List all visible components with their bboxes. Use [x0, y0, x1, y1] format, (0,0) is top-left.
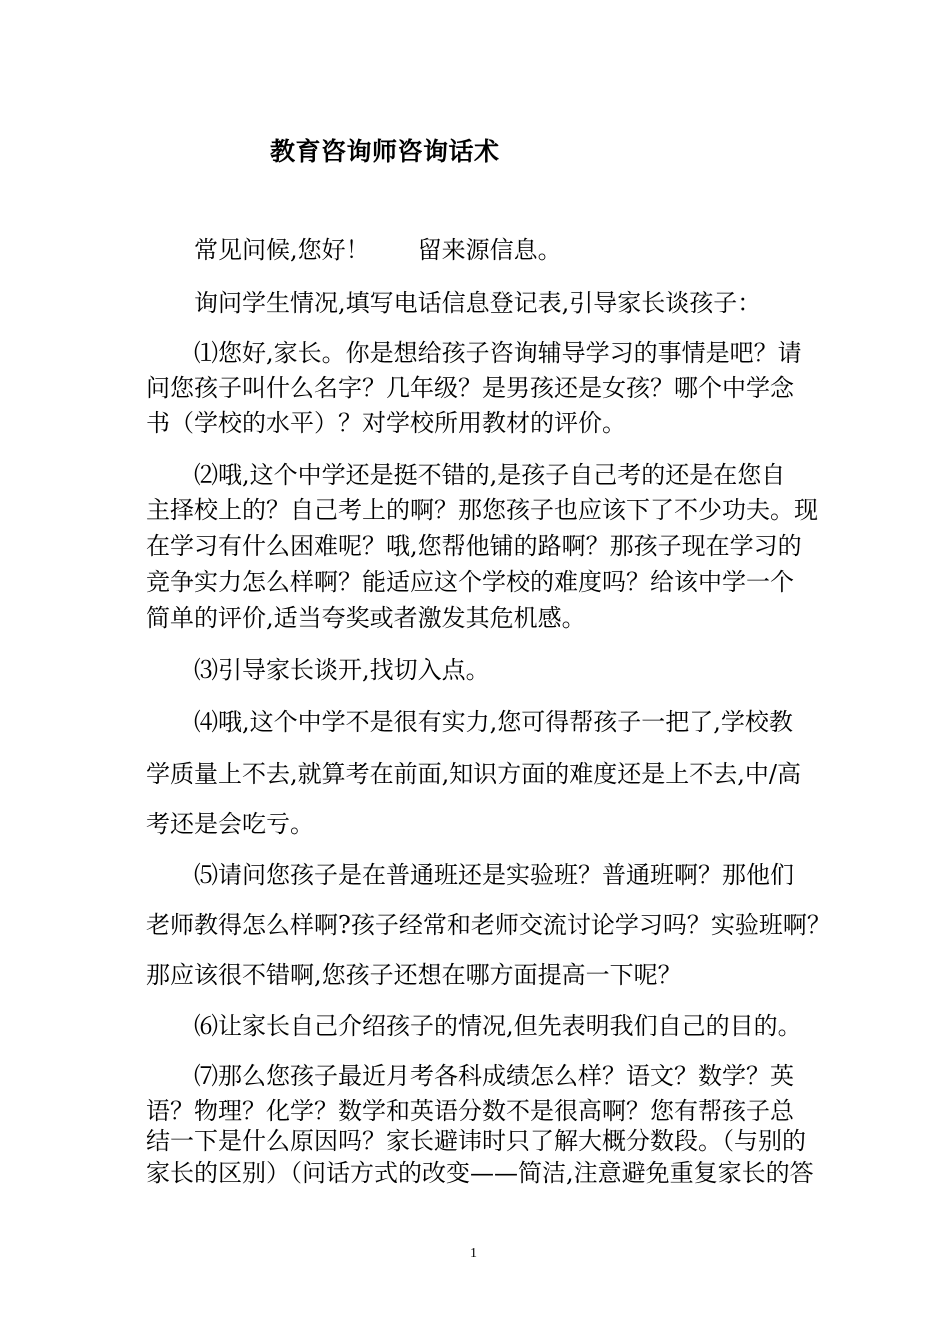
paragraph-2-line: ⑵哦,这个中学还是挺不错的,是孩子自己考的还是在您自	[194, 461, 786, 489]
paragraph-5-line: 那应该很不错啊,您孩子还想在哪方面提高一下呢？	[146, 961, 682, 989]
paragraph-5-line: 老师教得怎么样啊?孩子经常和老师交流讨论学习吗？实验班啊？	[146, 911, 831, 939]
intro-line: 询问学生情况,填写电话信息登记表,引导家长谈孩子：	[194, 289, 762, 317]
paragraph-1-line: ⑴您好,家长。你是想给孩子咨询辅导学习的事情是吧？请	[194, 339, 802, 367]
source-info-text: 留来源信息。	[417, 236, 562, 264]
paragraph-4-line: ⑷哦,这个中学不是很有实力,您可得帮孩子一把了,学校教	[194, 708, 793, 736]
page-number: 1	[470, 1246, 477, 1261]
paragraph-4-line: 学质量上不去,就算考在前面,知识方面的难度还是上不去,中/高	[146, 760, 801, 788]
paragraph-2-line: 简单的评价,适当夸奖或者激发其危机感。	[146, 604, 586, 632]
paragraph-4-line: 考还是会吃亏。	[146, 810, 314, 838]
paragraph-7-line: 结一下是什么原因吗？家长避讳时只了解大概分数段。（与别的	[146, 1127, 806, 1155]
greeting-text: 常见问候,您好！	[194, 236, 370, 264]
greeting-line	[194, 235, 562, 265]
paragraph-1-line: 书（学校的水平）？对学校所用教材的评价。	[146, 409, 626, 437]
paragraph-2-line: 主择校上的？自己考上的啊？那您孩子也应该下了不少功夫。现	[146, 496, 818, 524]
paragraph-7-line: 家长的区别）（问话方式的改变——简洁,注意避免重复家长的答	[146, 1159, 814, 1187]
document-title: 教育咨询师咨询话术	[270, 137, 500, 166]
paragraph-7-line: 语？物理？化学？数学和英语分数不是很高啊？您有帮孩子总	[146, 1097, 794, 1125]
paragraph-5-line: ⑸请问您孩子是在普通班还是实验班？普通班啊？那他们	[194, 861, 794, 889]
paragraph-3-line: ⑶引导家长谈开,找切入点。	[194, 656, 490, 684]
paragraph-2-line: 竞争实力怎么样啊？能适应这个学校的难度吗？给该中学一个	[146, 568, 794, 596]
paragraph-2-line: 在学习有什么困难呢？哦,您帮他铺的路啊？那孩子现在学习的	[146, 532, 802, 560]
paragraph-1-line: 问您孩子叫什么名字？几年级？是男孩还是女孩？哪个中学念	[146, 374, 794, 402]
paragraph-7-line: ⑺那么您孩子最近月考各科成绩怎么样？语文？数学？英	[194, 1062, 794, 1090]
paragraph-6-line: ⑹让家长自己介绍孩子的情况,但先表明我们自己的目的。	[194, 1012, 802, 1040]
